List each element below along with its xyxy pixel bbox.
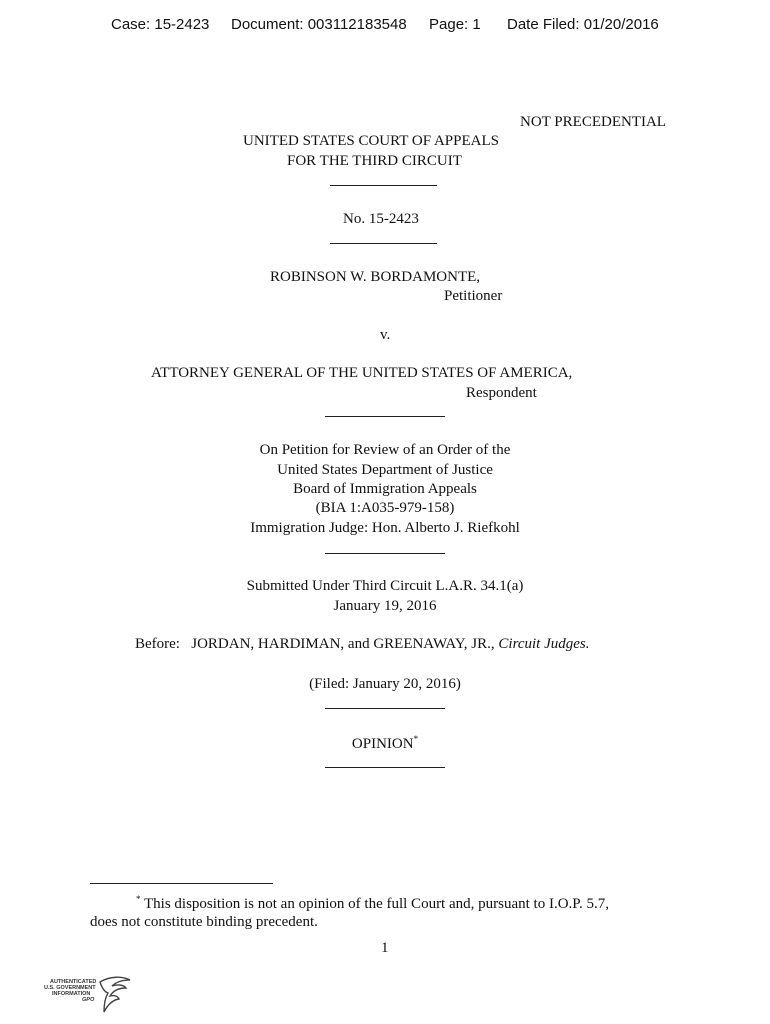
footnote-text-1: This disposition is not an opinion of the full Court and, pursuant to I.O.P. 5.7, bbox=[143, 896, 609, 912]
logo-text-authenticated: AUTHENTICATED bbox=[50, 979, 97, 985]
judges-names: JORDAN, HARDIMAN, and GREENAWAY, JR., bbox=[191, 636, 495, 652]
separator-rule bbox=[325, 416, 445, 417]
separator-rule bbox=[330, 185, 437, 186]
separator-rule bbox=[325, 553, 445, 554]
judges-title: Circuit Judges. bbox=[498, 636, 590, 652]
logo-text-information: INFORMATION bbox=[52, 991, 91, 997]
petition-line3: Board of Immigration Appeals bbox=[293, 481, 477, 497]
petitioner-role: Petitioner bbox=[444, 288, 503, 304]
page-number-header: Page: 1 bbox=[429, 16, 481, 33]
eagle-icon bbox=[96, 974, 134, 1018]
precedential-status: NOT PRECEDENTIAL bbox=[520, 114, 666, 130]
document-number-header: Document: 003112183548 bbox=[231, 16, 407, 33]
date-filed-header: Date Filed: 01/20/2016 bbox=[507, 16, 659, 33]
petition-line2: United States Department of Justice bbox=[277, 462, 493, 478]
submission-line1: Submitted Under Third Circuit L.A.R. 34.1(a) bbox=[246, 578, 524, 594]
separator-rule bbox=[330, 243, 437, 244]
footnote-line2: does not constitute binding precedent. bbox=[90, 914, 318, 930]
court-name-line2: FOR THE THIRD CIRCUIT bbox=[287, 153, 462, 169]
submission-date: January 19, 2016 bbox=[333, 598, 437, 614]
logo-text-government: U.S. GOVERNMENT bbox=[44, 985, 96, 991]
separator-rule bbox=[325, 708, 445, 709]
footnote-line1 bbox=[136, 894, 609, 913]
opinion-heading bbox=[0, 734, 770, 753]
petition-line1: On Petition for Review of an Order of the bbox=[259, 442, 511, 458]
case-number-header: Case: 15-2423 bbox=[111, 16, 210, 33]
gpo-authentication-logo bbox=[44, 974, 134, 1018]
before-label: Before: bbox=[135, 636, 180, 652]
court-name-line1: UNITED STATES COURT OF APPEALS bbox=[243, 133, 499, 149]
respondent-role: Respondent bbox=[466, 385, 537, 401]
case-number: No. 15-2423 bbox=[343, 211, 419, 227]
footnote-rule bbox=[90, 883, 273, 884]
versus: v. bbox=[380, 327, 391, 343]
page-number: 1 bbox=[381, 940, 389, 956]
footnote-marker: * bbox=[136, 894, 141, 904]
petition-line4: (BIA 1:A035-979-158) bbox=[315, 500, 455, 516]
footnote-reference: * bbox=[413, 734, 419, 744]
petition-line5: Immigration Judge: Hon. Alberto J. Riefkohl bbox=[250, 520, 520, 536]
separator-rule bbox=[325, 767, 445, 768]
respondent-name: ATTORNEY GENERAL OF THE UNITED STATES OF AMERICA, bbox=[151, 365, 573, 381]
opinion-label: OPINION bbox=[351, 736, 414, 752]
logo-text-gpo: GPO bbox=[82, 997, 95, 1003]
filed-date: (Filed: January 20, 2016) bbox=[309, 676, 461, 692]
petitioner-name: ROBINSON W. BORDAMONTE, bbox=[270, 269, 481, 285]
before-panel bbox=[135, 636, 590, 653]
